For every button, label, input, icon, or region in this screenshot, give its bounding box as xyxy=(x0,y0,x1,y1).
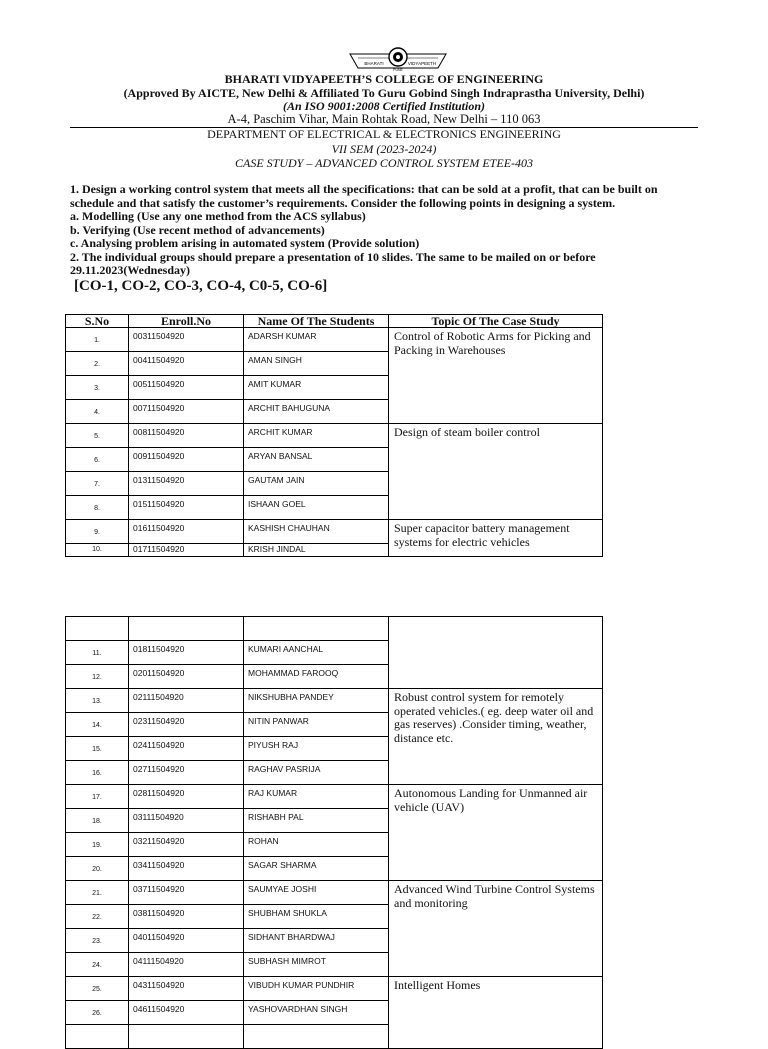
cell-empty xyxy=(244,617,389,641)
instruction-b: b. Verifying (Use recent method of advancements) xyxy=(70,222,325,237)
instruction-c: c. Analysing problem arising in automated system (Provide solution) xyxy=(70,236,420,250)
cell-name: GAUTAM JAIN xyxy=(244,472,389,496)
instruction-a: a. Modelling (Use any one method from the ACS syllabus) xyxy=(70,209,366,223)
cell-enroll: 04311504920 xyxy=(129,977,244,1001)
cell-name: SIDHANT BHARDWAJ xyxy=(244,929,389,953)
cell-enroll: 01511504920 xyxy=(129,496,244,520)
table-header-row xyxy=(66,315,603,328)
cell-topic: Autonomous Landing for Unmanned air vehicle (UAV) xyxy=(389,785,603,881)
cell-enroll: 02011504920 xyxy=(129,665,244,689)
iso-line: (An ISO 9001:2008 Certified Institution) xyxy=(282,99,486,113)
logo-text-right: VIDYAPEETH xyxy=(407,61,437,66)
cell-sno: 23. xyxy=(66,929,129,953)
table-row xyxy=(66,977,603,1001)
cell-enroll: 03411504920 xyxy=(129,857,244,881)
cell-name: PIYUSH RAJ xyxy=(244,737,389,761)
cell-topic-empty xyxy=(389,617,603,689)
cell-sno: 22. xyxy=(66,905,129,929)
logo-text-bottom: PUNE xyxy=(393,68,403,72)
cell-enroll: 00411504920 xyxy=(129,352,244,376)
cell-sno: 11. xyxy=(66,641,129,665)
instructions xyxy=(70,183,698,278)
logo-text-left: BHARATI xyxy=(364,61,384,66)
cell-empty xyxy=(129,1025,244,1049)
cell-sno: 5. xyxy=(66,424,129,448)
cell-enroll: 03811504920 xyxy=(129,905,244,929)
cell-name: RAJ KUMAR xyxy=(244,785,389,809)
cell-name: MOHAMMAD FAROOQ xyxy=(244,665,389,689)
cell-enroll: 01311504920 xyxy=(129,472,244,496)
cell-enroll: 00511504920 xyxy=(129,376,244,400)
cell-topic: Control of Robotic Arms for Picking and Packing in Warehouses xyxy=(389,328,603,424)
cell-empty xyxy=(66,1025,129,1049)
cell-enroll: 02411504920 xyxy=(129,737,244,761)
students-table-1 xyxy=(65,314,603,557)
cell-sno: 26. xyxy=(66,1001,129,1025)
cell-sno: 16. xyxy=(66,761,129,785)
cell-name: AMIT KUMAR xyxy=(244,376,389,400)
table-row xyxy=(66,520,603,544)
department-line: DEPARTMENT OF ELECTRICAL & ELECTRONICS ENGINEERING xyxy=(207,127,561,141)
cell-enroll: 01811504920 xyxy=(129,641,244,665)
cell-sno: 17. xyxy=(66,785,129,809)
cell-sno: 15. xyxy=(66,737,129,761)
header-topic: Topic Of The Case Study xyxy=(389,315,603,328)
cell-topic: Advanced Wind Turbine Control Systems and monitoring xyxy=(389,881,603,977)
cell-name: ARYAN BANSAL xyxy=(244,448,389,472)
cell-topic: Intelligent Homes xyxy=(389,977,603,1049)
cell-sno: 10. xyxy=(66,544,129,557)
address-line: A-4, Paschim Vihar, Main Rohtak Road, New Delhi – 110 063 xyxy=(227,112,541,126)
cell-topic: Robust control system for remotely operated vehicles.( eg. deep water oil and gas reserves) .Consider timing, weather, distance etc. xyxy=(389,689,603,785)
cell-name: SAGAR SHARMA xyxy=(244,857,389,881)
cell-name: SUBHASH MIMROT xyxy=(244,953,389,977)
college-logo xyxy=(348,44,448,72)
cell-name: NITIN PANWAR xyxy=(244,713,389,737)
cell-name: YASHOVARDHAN SINGH xyxy=(244,1001,389,1025)
cell-topic: Super capacitor battery management systems for electric vehicles xyxy=(389,520,603,557)
cell-name: NIKSHUBHA PANDEY xyxy=(244,689,389,713)
table-row xyxy=(66,881,603,905)
cell-name: RAGHAV PASRIJA xyxy=(244,761,389,785)
header-sno: S.No xyxy=(66,315,129,328)
cell-sno: 6. xyxy=(66,448,129,472)
cell-name: KASHISH CHAUHAN xyxy=(244,520,389,544)
header-enroll: Enroll.No xyxy=(129,315,244,328)
cell-enroll: 04111504920 xyxy=(129,953,244,977)
table-row-empty xyxy=(66,617,603,641)
instruction-1: 1. Design a working control system that meets all the specifications: that can be sold at a profit, that can be built on schedule and that satisfy the customer’s requirements. Consider the following points in designing a system. xyxy=(70,182,658,210)
course-outcomes: [CO-1, CO-2, CO-3, CO-4, C0-5, CO-6] xyxy=(74,278,328,294)
cell-enroll: 02811504920 xyxy=(129,785,244,809)
cell-name: KUMARI AANCHAL xyxy=(244,641,389,665)
header-name: Name Of The Students xyxy=(244,315,389,328)
cell-name: VIBUDH KUMAR PUNDHIR xyxy=(244,977,389,1001)
cell-name: ROHAN xyxy=(244,833,389,857)
cell-sno: 12. xyxy=(66,665,129,689)
cell-empty xyxy=(129,617,244,641)
cell-sno: 19. xyxy=(66,833,129,857)
cell-name: ISHAAN GOEL xyxy=(244,496,389,520)
students-table-2 xyxy=(65,616,603,1049)
cell-sno: 2. xyxy=(66,352,129,376)
cell-name: SHUBHAM SHUKLA xyxy=(244,905,389,929)
cell-enroll: 03211504920 xyxy=(129,833,244,857)
cell-enroll: 00811504920 xyxy=(129,424,244,448)
cell-name: AMAN SINGH xyxy=(244,352,389,376)
cell-enroll: 03711504920 xyxy=(129,881,244,905)
cell-enroll: 03111504920 xyxy=(129,809,244,833)
cell-enroll: 04011504920 xyxy=(129,929,244,953)
semester-line: VII SEM (2023-2024) xyxy=(331,142,437,156)
cell-sno: 24. xyxy=(66,953,129,977)
cell-empty xyxy=(244,1025,389,1049)
cell-sno: 18. xyxy=(66,809,129,833)
cell-enroll: 01611504920 xyxy=(129,520,244,544)
cell-sno: 13. xyxy=(66,689,129,713)
cell-enroll: 01711504920 xyxy=(129,544,244,557)
table-row xyxy=(66,785,603,809)
cell-sno: 4. xyxy=(66,400,129,424)
cell-sno: 21. xyxy=(66,881,129,905)
table-row xyxy=(66,424,603,448)
table-row xyxy=(66,328,603,352)
cell-topic: Design of steam boiler control xyxy=(389,424,603,520)
cell-enroll: 02311504920 xyxy=(129,713,244,737)
cell-enroll: 02711504920 xyxy=(129,761,244,785)
cell-empty xyxy=(66,617,129,641)
cell-name: ADARSH KUMAR xyxy=(244,328,389,352)
cell-sno: 14. xyxy=(66,713,129,737)
cell-enroll: 00911504920 xyxy=(129,448,244,472)
instruction-2: 2. The individual groups should prepare a presentation of 10 slides. The same to be mailed on or before 29.11.2023(Wednesday) xyxy=(70,249,596,277)
cell-enroll: 04611504920 xyxy=(129,1001,244,1025)
cell-sno: 3. xyxy=(66,376,129,400)
cell-name: SAUMYAE JOSHI xyxy=(244,881,389,905)
cell-enroll: 00711504920 xyxy=(129,400,244,424)
approval-line: (Approved By AICTE, New Delhi & Affiliated To Guru Gobind Singh Indraprastha University, Delhi) xyxy=(123,86,645,100)
table-row xyxy=(66,689,603,713)
cell-sno: 25. xyxy=(66,977,129,1001)
cell-name: ARCHIT KUMAR xyxy=(244,424,389,448)
cell-enroll: 00311504920 xyxy=(129,328,244,352)
cell-sno: 7. xyxy=(66,472,129,496)
cell-sno: 8. xyxy=(66,496,129,520)
case-study-line: CASE STUDY – ADVANCED CONTROL SYSTEM ETEE-403 xyxy=(234,156,534,170)
cell-sno: 1. xyxy=(66,328,129,352)
cell-name: RISHABH PAL xyxy=(244,809,389,833)
college-name: BHARATI VIDYAPEETH’S COLLEGE OF ENGINEERING xyxy=(224,72,544,86)
cell-sno: 9. xyxy=(66,520,129,544)
cell-sno: 20. xyxy=(66,857,129,881)
cell-name: KRISH JINDAL xyxy=(244,544,389,557)
cell-name: ARCHIT BAHUGUNA xyxy=(244,400,389,424)
cell-enroll: 02111504920 xyxy=(129,689,244,713)
